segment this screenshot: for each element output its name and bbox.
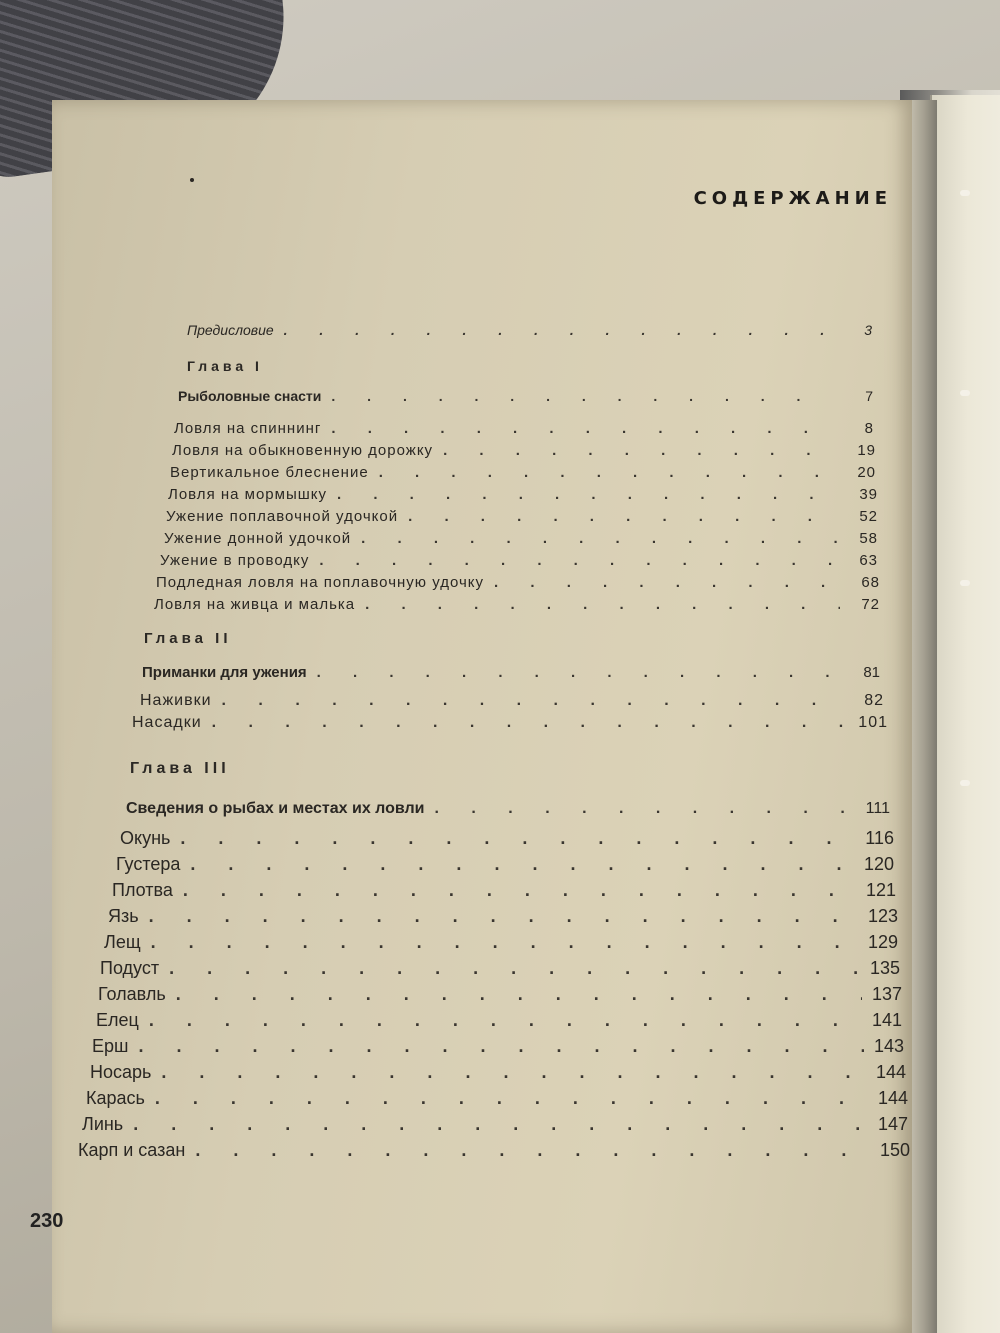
toc-entry-page: 58 (859, 530, 878, 547)
toc-entry-label: Ужение в проводку (160, 552, 310, 569)
toc-entry-label: Голавль (98, 984, 166, 1004)
toc-entry-label: Подуст (100, 958, 160, 978)
dot-leader (317, 664, 840, 681)
toc-entry-page: 81 (863, 664, 880, 681)
binding-stitch (960, 780, 970, 786)
dot-leader (212, 714, 848, 732)
toc-entry-label: Карп и сазан (78, 1140, 186, 1160)
toc-row (98, 984, 902, 1005)
toc-entry-page: 20 (857, 464, 876, 481)
toc-entry-page: 121 (865, 880, 896, 900)
toc-section-label: Рыболовные снасти (178, 388, 322, 404)
toc-entry-label: Ужение поплавочной удочкой (166, 508, 399, 525)
dot-leader (365, 596, 840, 613)
toc-entry-page: 68 (861, 574, 880, 591)
toc-entry-page: 143 (873, 1036, 904, 1056)
toc-entry-label: Ловля на мормышку (168, 486, 328, 503)
toc-entry-label: Плотва (112, 880, 173, 900)
toc-row (132, 714, 888, 732)
dot-leader (169, 958, 860, 979)
toc-row (112, 880, 896, 901)
dot-leader (443, 442, 836, 459)
toc-entry-page: 82 (864, 692, 884, 709)
dot-leader (361, 530, 838, 547)
toc-row (104, 932, 898, 953)
toc-entry-label: Густера (116, 854, 181, 874)
dot-leader (435, 800, 850, 818)
page-content (52, 100, 912, 1333)
toc-entry-page: 120 (863, 854, 894, 874)
toc-entry-label: Ерш (92, 1036, 129, 1056)
toc-entry-page: 63 (859, 552, 878, 569)
toc-entry-label: Наживки (140, 692, 212, 709)
dot-leader (155, 1088, 868, 1109)
toc-entry-page: 141 (871, 1010, 902, 1030)
toc-row (108, 906, 898, 927)
toc-section-label: Приманки для ужения (142, 664, 307, 681)
toc-row (96, 1010, 902, 1031)
toc-row (166, 508, 878, 525)
toc-entry-page: 7 (865, 388, 873, 404)
chapter-heading: Глава III (130, 760, 230, 777)
binding-stitch (960, 190, 970, 196)
dot-leader (379, 464, 836, 481)
toc-row (90, 1062, 906, 1083)
chapter-heading: Глава II (144, 630, 232, 647)
toc-entry-page: 116 (865, 828, 894, 848)
toc-entry-label: Елец (96, 1010, 139, 1030)
dot-leader (337, 486, 838, 503)
toc-entry-label: Ужение донной удочкой (164, 530, 352, 547)
toc-entry-label: Линь (82, 1114, 124, 1134)
toc-entry-page: 129 (867, 932, 898, 952)
toc-entry-label: Подледная ловля на поплавочную удочку (156, 574, 485, 591)
toc-row (82, 1114, 908, 1135)
toc-row (156, 574, 880, 591)
dot-leader (180, 828, 854, 849)
dot-leader (149, 1010, 862, 1031)
toc-entry-page: 147 (877, 1114, 908, 1134)
toc-entry-label: Вертикальное блеснение (170, 464, 369, 481)
page-number: 230 (30, 1210, 64, 1232)
toc-row (100, 958, 900, 979)
toc-row (164, 530, 878, 547)
toc-entry-page: 144 (877, 1088, 908, 1108)
toc-row (92, 1036, 904, 1057)
toc-entry-label: Лещ (104, 932, 141, 952)
toc-row (116, 854, 894, 875)
toc-row (172, 442, 876, 459)
toc-row (78, 1140, 910, 1161)
dot-leader (408, 508, 838, 525)
toc-row (168, 486, 878, 503)
toc-entry-page: 39 (859, 486, 878, 503)
toc-entry-page: 52 (859, 508, 878, 525)
dot-leader (138, 1036, 863, 1057)
dot-leader (494, 574, 840, 591)
toc-section-label: Сведения о рыбах и местах их ловли (126, 800, 425, 817)
toc-entry-page: 19 (857, 442, 876, 459)
toc-entry-page: 150 (879, 1140, 910, 1160)
toc-entry-label: Носарь (90, 1062, 152, 1082)
toc-row (86, 1088, 908, 1109)
toc-entry-page: 123 (867, 906, 898, 926)
toc-entry-label: Ловля на живца и малька (154, 596, 356, 613)
toc-row (174, 420, 874, 437)
toc-entry-label: Карась (86, 1088, 145, 1108)
dot-leader (331, 420, 834, 437)
ink-speck (190, 178, 194, 182)
toc-entry-page: 3 (864, 322, 872, 338)
toc-entry-label: Предисловие (187, 322, 274, 338)
toc-row (170, 464, 876, 481)
toc-entry-page: 72 (861, 596, 880, 613)
toc-entry-page: 135 (869, 958, 900, 978)
binding-stitch (960, 390, 970, 396)
toc-row-section (178, 388, 873, 404)
toc-row (154, 596, 880, 613)
dot-leader (331, 388, 833, 404)
toc-row-section (142, 664, 880, 681)
toc-entry-page: 8 (864, 420, 874, 437)
dot-leader (222, 692, 844, 710)
dot-leader (183, 880, 856, 901)
toc-entry-page: 144 (875, 1062, 906, 1082)
dot-leader (195, 1140, 870, 1161)
toc-row-preface (187, 322, 872, 338)
toc-entry-label: Насадки (132, 714, 202, 731)
toc-row (120, 828, 894, 849)
toc-entry-page: 137 (871, 984, 902, 1004)
dot-leader (149, 906, 858, 927)
toc-title: СОДЕРЖАНИЕ (693, 188, 892, 209)
toc-entry-label: Ловля на спиннинг (174, 420, 322, 437)
book-page (52, 100, 912, 1333)
toc-entry-label: Окунь (120, 828, 171, 848)
dot-leader (133, 1114, 868, 1135)
binding-stitch (960, 580, 970, 586)
toc-entry-page: 101 (858, 714, 888, 731)
toc-entry-label: Ловля на обыкновенную дорожку (172, 442, 434, 459)
dot-leader (319, 552, 838, 569)
toc-row (160, 552, 878, 569)
toc-row-section (126, 800, 890, 818)
toc-entry-label: Язь (108, 906, 139, 926)
toc-row (140, 692, 884, 710)
dot-leader (176, 984, 862, 1005)
facing-page-edge (930, 95, 1000, 1333)
toc-entry-page: 111 (865, 800, 890, 817)
dot-leader (151, 932, 858, 953)
dot-leader (190, 854, 854, 875)
chapter-heading: Глава I (187, 358, 263, 374)
dot-leader (284, 322, 832, 338)
dot-leader (161, 1062, 866, 1083)
